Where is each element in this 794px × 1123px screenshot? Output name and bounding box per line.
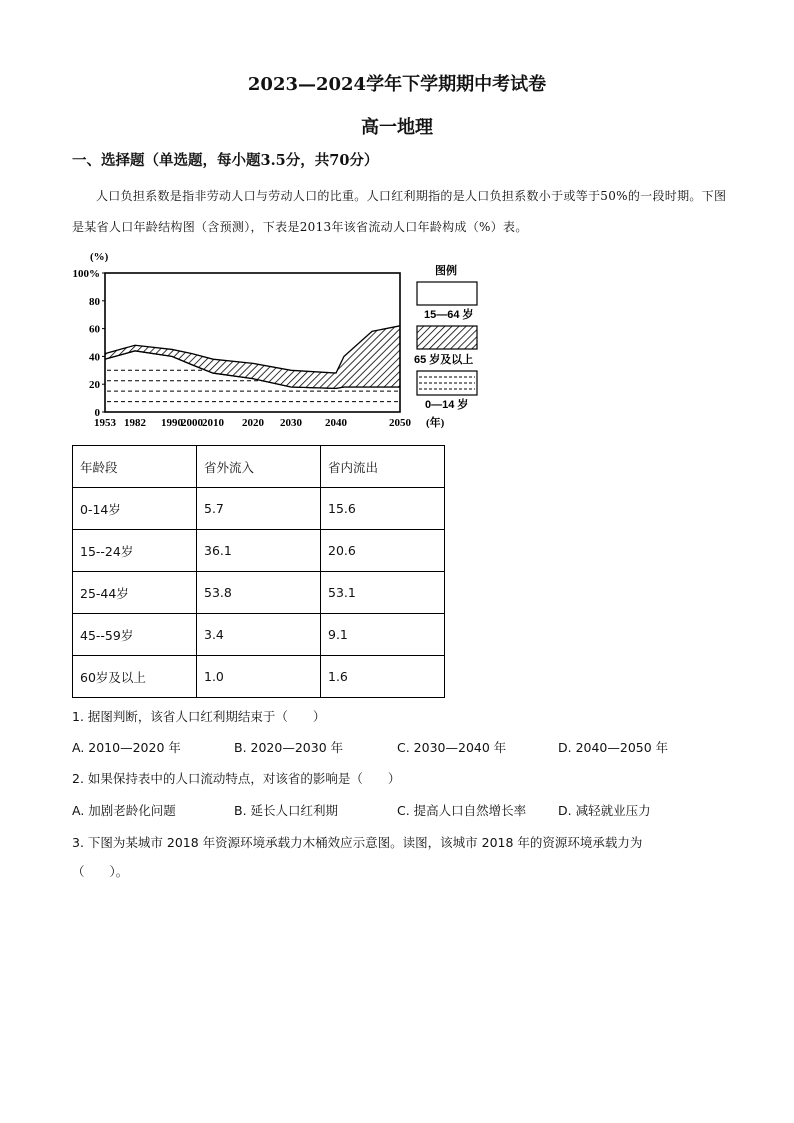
table-cell: 45--59岁: [73, 614, 197, 656]
table-cell: 53.8: [197, 572, 321, 614]
x-tick-label: 2030: [280, 417, 302, 429]
question-3-stem: 3. 下图为某城市 2018 年资源环境承载力木桶效应示意图。读图，该城市 2018 年的资源环境承载力为: [72, 835, 643, 850]
x-axis-unit: (年): [426, 417, 445, 429]
table-header-row: [73, 446, 445, 488]
table-cell: 0-14岁: [73, 488, 197, 530]
section-heading: 一、选择题（单选题，每小题3.5分，共70分）: [72, 152, 379, 169]
x-tick-label: 2040: [325, 417, 347, 429]
table-cell: 20.6: [321, 530, 445, 572]
q2-option-c[interactable]: C. 提高人口自然增长率: [397, 803, 527, 818]
x-tick-label: 1953: [94, 417, 116, 429]
population-age-structure-chart: [70, 248, 490, 438]
x-tick-label: 1990: [161, 417, 183, 429]
table-cell: 53.1: [321, 572, 445, 614]
q1-option-d[interactable]: D. 2040—2050 年: [558, 740, 669, 755]
migrant-age-table: [72, 445, 445, 698]
table-cell: 1.6: [321, 656, 445, 698]
exam-title: 2023—2024学年下学期期中考试卷: [247, 74, 547, 95]
table-cell: 15--24岁: [73, 530, 197, 572]
table-row: [73, 656, 445, 698]
q1-option-a[interactable]: A. 2010—2020 年: [72, 740, 181, 755]
table-cell: 15.6: [321, 488, 445, 530]
x-tick-label: 2010: [202, 417, 224, 429]
legend-swatch-15-64: [417, 282, 477, 305]
q1-option-b[interactable]: B. 2020—2030 年: [234, 740, 344, 755]
table-row: [73, 488, 445, 530]
x-tick-label: 2000: [181, 417, 203, 429]
y-tick-label: 20: [89, 379, 100, 392]
table-cell: 60岁及以上: [73, 656, 197, 698]
table-header-cell: 年龄段: [73, 446, 197, 488]
y-tick-label: 40: [89, 351, 100, 364]
y-tick-label: 60: [89, 323, 100, 336]
legend-swatch-65-plus: [417, 326, 477, 349]
x-tick-label: 2050: [389, 417, 411, 429]
exam-subject: 高一地理: [361, 117, 433, 138]
question-1-stem: 1. 据图判断，该省人口红利期结束于（ ）: [72, 709, 326, 724]
intro-paragraph: 人口负担系数是指非劳动人口与劳动人口的比重。人口红利期指的是人口负担系数小于或等于50%的一段时期。下图是某省人口年龄结构图（含预测），下表是2013年该省流动人口年龄构成（%）表。: [72, 189, 727, 234]
table-row: [73, 572, 445, 614]
question-2-stem: 2. 如果保持表中的人口流动特点，对该省的影响是（ ）: [72, 771, 401, 786]
legend-label-0-14: 0—14 岁: [425, 399, 469, 411]
table-cell: 1.0: [197, 656, 321, 698]
table-cell: 5.7: [197, 488, 321, 530]
legend-label-65-plus: 65 岁及以上: [414, 354, 474, 366]
q2-option-a[interactable]: A. 加剧老龄化问题: [72, 803, 176, 818]
table-cell: 25-44岁: [73, 572, 197, 614]
y-axis-label: (%): [90, 251, 109, 263]
table-header-cell: 省内流出: [321, 446, 445, 488]
y-tick-label: 100%: [72, 268, 100, 280]
table-row: [73, 530, 445, 572]
q2-option-b[interactable]: B. 延长人口红利期: [234, 803, 339, 818]
table-cell: 9.1: [321, 614, 445, 656]
table-header-cell: 省外流入: [197, 446, 321, 488]
question-3-stem-cont: （ ）。: [72, 864, 129, 879]
table-cell: 36.1: [197, 530, 321, 572]
y-tick-label: 0: [94, 407, 100, 419]
x-tick-label: 1982: [124, 417, 146, 429]
table-cell: 3.4: [197, 614, 321, 656]
x-tick-label: 2020: [242, 417, 264, 429]
q2-option-d[interactable]: D. 减轻就业压力: [558, 803, 651, 818]
table-row: [73, 614, 445, 656]
legend-label-15-64: 15—64 岁: [424, 309, 474, 321]
q1-option-c[interactable]: C. 2030—2040 年: [397, 740, 507, 755]
legend-title: 图例: [435, 265, 457, 277]
y-tick-label: 80: [89, 295, 100, 308]
